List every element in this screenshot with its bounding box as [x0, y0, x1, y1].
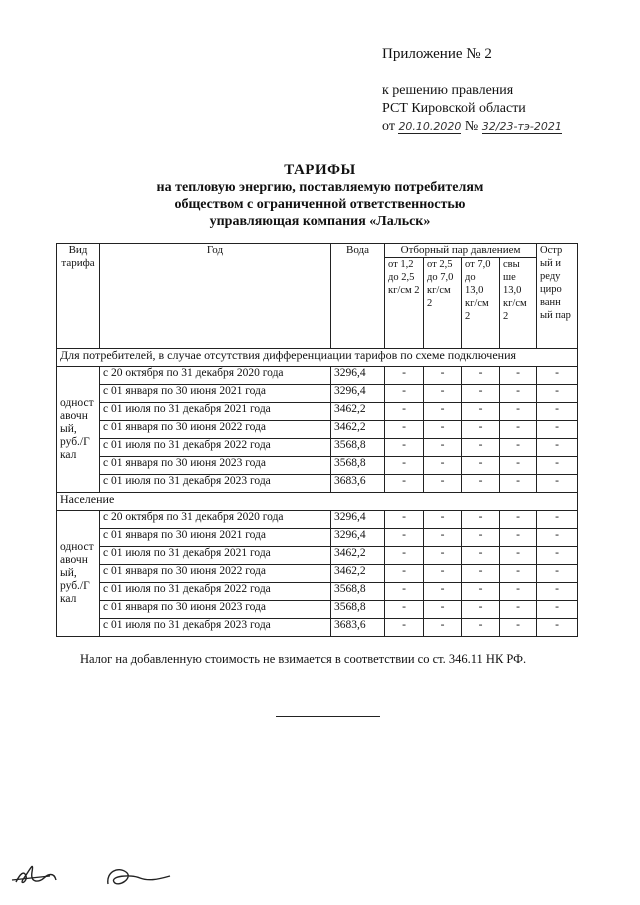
- period-cell: с 01 января по 30 июня 2021 года: [100, 385, 331, 403]
- water-tariff-cell: 3568,8: [331, 583, 385, 601]
- empty-tariff-cell: -: [385, 457, 424, 475]
- empty-tariff-cell: -: [385, 601, 424, 619]
- header-steam-1: от 1,2 до 2,5 кг/см 2: [385, 258, 424, 349]
- empty-tariff-cell: -: [462, 619, 500, 637]
- water-tariff-cell: 3683,6: [331, 619, 385, 637]
- empty-tariff-cell: -: [537, 457, 578, 475]
- water-tariff-cell: 3462,2: [331, 421, 385, 439]
- header-steam-group: Отборный пар давлением: [385, 244, 537, 258]
- decision-line-2: РСТ Кировской области: [382, 101, 526, 116]
- water-tariff-cell: 3462,2: [331, 547, 385, 565]
- empty-tariff-cell: -: [537, 565, 578, 583]
- empty-tariff-cell: -: [537, 619, 578, 637]
- empty-tariff-cell: -: [462, 601, 500, 619]
- period-cell: с 01 января по 30 июня 2022 года: [100, 565, 331, 583]
- table-row: [57, 403, 578, 421]
- title-line-2: обществом с ограниченной ответственностью: [174, 197, 466, 212]
- tariff-unit: одност авочн ый, руб./Г кал: [57, 367, 100, 493]
- period-cell: с 01 июля по 31 декабря 2022 года: [100, 439, 331, 457]
- water-tariff-cell: 3296,4: [331, 385, 385, 403]
- empty-tariff-cell: -: [385, 439, 424, 457]
- period-cell: с 01 июля по 31 декабря 2023 года: [100, 475, 331, 493]
- empty-tariff-cell: -: [537, 439, 578, 457]
- header-water: Вода: [331, 244, 385, 349]
- table-header-row-1: [57, 244, 578, 258]
- empty-tariff-cell: -: [462, 529, 500, 547]
- empty-tariff-cell: -: [424, 475, 462, 493]
- empty-tariff-cell: -: [537, 421, 578, 439]
- empty-tariff-cell: -: [500, 367, 537, 385]
- decision-from-label: от: [382, 119, 395, 134]
- header-steam-2: от 2,5 до 7,0 кг/см 2: [424, 258, 462, 349]
- period-cell: с 01 июля по 31 декабря 2021 года: [100, 547, 331, 565]
- water-tariff-cell: 3462,2: [331, 565, 385, 583]
- empty-tariff-cell: -: [385, 475, 424, 493]
- empty-tariff-cell: -: [424, 457, 462, 475]
- empty-tariff-cell: -: [424, 601, 462, 619]
- empty-tariff-cell: -: [500, 385, 537, 403]
- empty-tariff-cell: -: [500, 475, 537, 493]
- handwritten-signatures: [10, 852, 180, 896]
- empty-tariff-cell: -: [424, 385, 462, 403]
- empty-tariff-cell: -: [500, 511, 537, 529]
- document-title: [0, 162, 640, 230]
- header-year: Год: [100, 244, 331, 349]
- period-cell: с 20 октября по 31 декабря 2020 года: [100, 367, 331, 385]
- empty-tariff-cell: -: [462, 421, 500, 439]
- table-row: [57, 619, 578, 637]
- appendix-label: Приложение № 2: [382, 46, 492, 62]
- empty-tariff-cell: -: [537, 403, 578, 421]
- table-row: [57, 475, 578, 493]
- water-tariff-cell: 3683,6: [331, 475, 385, 493]
- empty-tariff-cell: -: [500, 583, 537, 601]
- water-tariff-cell: 3462,2: [331, 403, 385, 421]
- signature-line: [276, 716, 380, 717]
- title-line-3: управляющая компания «Лальск»: [209, 214, 431, 229]
- empty-tariff-cell: -: [424, 529, 462, 547]
- tariff-unit: одност авочн ый, руб./Г кал: [57, 511, 100, 637]
- empty-tariff-cell: -: [385, 511, 424, 529]
- table-row: [57, 421, 578, 439]
- empty-tariff-cell: -: [424, 619, 462, 637]
- empty-tariff-cell: -: [462, 457, 500, 475]
- empty-tariff-cell: -: [537, 583, 578, 601]
- empty-tariff-cell: -: [385, 565, 424, 583]
- empty-tariff-cell: -: [462, 385, 500, 403]
- water-tariff-cell: 3568,8: [331, 457, 385, 475]
- header-sharp-steam: Остр ый и реду циро ванн ый пар: [537, 244, 578, 349]
- empty-tariff-cell: -: [462, 547, 500, 565]
- empty-tariff-cell: -: [424, 565, 462, 583]
- empty-tariff-cell: -: [500, 601, 537, 619]
- empty-tariff-cell: -: [537, 529, 578, 547]
- table-row: [57, 529, 578, 547]
- decision-number: 32/23-тэ-2021: [481, 120, 562, 133]
- header-steam-4: свы ше 13,0 кг/см 2: [500, 258, 537, 349]
- period-cell: с 20 октября по 31 декабря 2020 года: [100, 511, 331, 529]
- empty-tariff-cell: -: [385, 583, 424, 601]
- table-row: [57, 583, 578, 601]
- section-row: [57, 493, 578, 511]
- title-line-1: на тепловую энергию, поставляемую потребителям: [156, 180, 484, 195]
- empty-tariff-cell: -: [500, 547, 537, 565]
- water-tariff-cell: 3296,4: [331, 367, 385, 385]
- empty-tariff-cell: -: [500, 565, 537, 583]
- table-row: [57, 547, 578, 565]
- empty-tariff-cell: -: [385, 529, 424, 547]
- empty-tariff-cell: -: [537, 511, 578, 529]
- decision-date: 20.10.2020: [398, 120, 462, 133]
- empty-tariff-cell: -: [424, 547, 462, 565]
- period-cell: с 01 января по 30 июня 2021 года: [100, 529, 331, 547]
- section-title: Население: [57, 493, 578, 511]
- empty-tariff-cell: -: [424, 421, 462, 439]
- period-cell: с 01 января по 30 июня 2023 года: [100, 457, 331, 475]
- empty-tariff-cell: -: [537, 475, 578, 493]
- decision-line-3: [382, 118, 562, 136]
- table-row: [57, 511, 578, 529]
- empty-tariff-cell: -: [500, 619, 537, 637]
- empty-tariff-cell: -: [537, 547, 578, 565]
- period-cell: с 01 июля по 31 декабря 2021 года: [100, 403, 331, 421]
- empty-tariff-cell: -: [500, 403, 537, 421]
- period-cell: с 01 января по 30 июня 2023 года: [100, 601, 331, 619]
- empty-tariff-cell: -: [385, 619, 424, 637]
- vat-note: Налог на добавленную стоимость не взимается в соответствии со ст. 346.11 НК РФ.: [80, 652, 527, 666]
- empty-tariff-cell: -: [385, 547, 424, 565]
- period-cell: с 01 июля по 31 декабря 2022 года: [100, 583, 331, 601]
- table-row: [57, 367, 578, 385]
- water-tariff-cell: 3296,4: [331, 529, 385, 547]
- section-row: [57, 349, 578, 367]
- header-steam-3: от 7,0 до 13,0 кг/см 2: [462, 258, 500, 349]
- decision-reference: [382, 82, 562, 136]
- header-tariff-type: Вид тарифа: [57, 244, 100, 349]
- empty-tariff-cell: -: [424, 403, 462, 421]
- empty-tariff-cell: -: [537, 601, 578, 619]
- empty-tariff-cell: -: [500, 439, 537, 457]
- period-cell: с 01 июля по 31 декабря 2023 года: [100, 619, 331, 637]
- empty-tariff-cell: -: [500, 529, 537, 547]
- table-row: [57, 385, 578, 403]
- empty-tariff-cell: -: [462, 439, 500, 457]
- table-row: [57, 457, 578, 475]
- water-tariff-cell: 3568,8: [331, 601, 385, 619]
- title-main: ТАРИФЫ: [284, 162, 356, 178]
- water-tariff-cell: 3568,8: [331, 439, 385, 457]
- decision-line-1: к решению правления: [382, 83, 514, 98]
- empty-tariff-cell: -: [500, 421, 537, 439]
- table-row: [57, 439, 578, 457]
- table-row: [57, 601, 578, 619]
- period-cell: с 01 января по 30 июня 2022 года: [100, 421, 331, 439]
- empty-tariff-cell: -: [537, 367, 578, 385]
- water-tariff-cell: 3296,4: [331, 511, 385, 529]
- empty-tariff-cell: -: [537, 385, 578, 403]
- empty-tariff-cell: -: [424, 367, 462, 385]
- empty-tariff-cell: -: [424, 583, 462, 601]
- table-row: [57, 565, 578, 583]
- empty-tariff-cell: -: [385, 367, 424, 385]
- empty-tariff-cell: -: [462, 511, 500, 529]
- empty-tariff-cell: -: [462, 367, 500, 385]
- empty-tariff-cell: -: [462, 403, 500, 421]
- empty-tariff-cell: -: [385, 421, 424, 439]
- decision-number-label: №: [464, 119, 479, 134]
- empty-tariff-cell: -: [424, 439, 462, 457]
- section-title: Для потребителей, в случае отсутствия дифференциации тарифов по схеме подключения: [57, 349, 578, 367]
- empty-tariff-cell: -: [462, 583, 500, 601]
- empty-tariff-cell: -: [385, 385, 424, 403]
- empty-tariff-cell: -: [424, 511, 462, 529]
- empty-tariff-cell: -: [462, 565, 500, 583]
- empty-tariff-cell: -: [385, 403, 424, 421]
- tariff-table: [56, 243, 578, 637]
- empty-tariff-cell: -: [462, 475, 500, 493]
- empty-tariff-cell: -: [500, 457, 537, 475]
